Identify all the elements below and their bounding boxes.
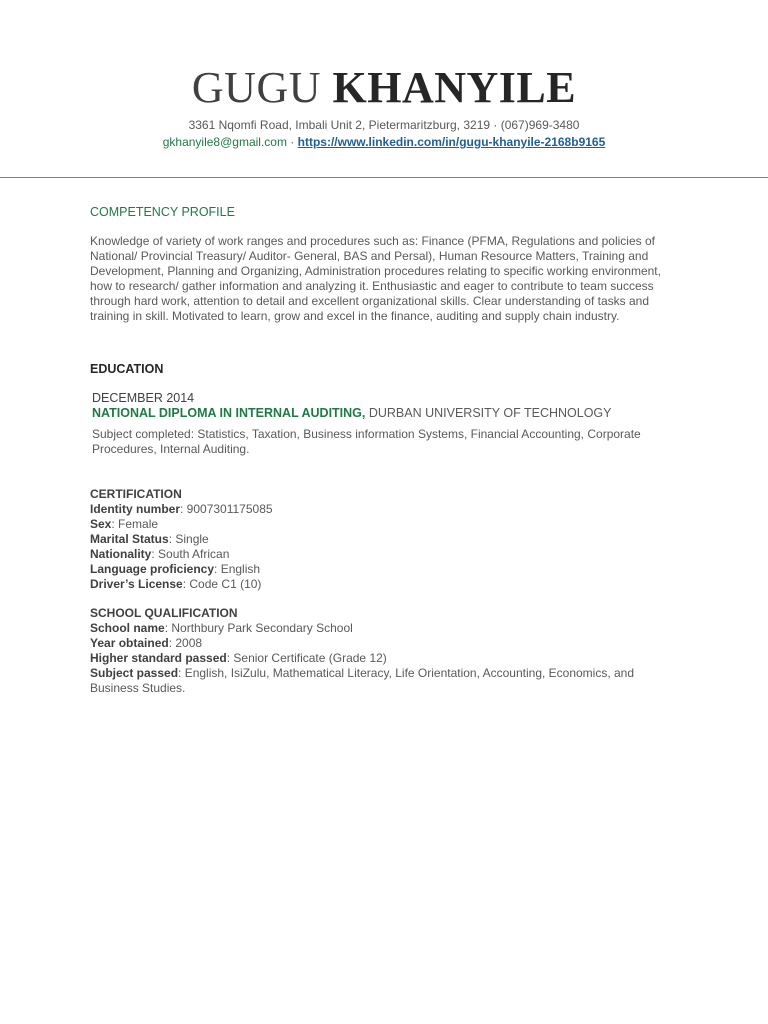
header-divider [0, 177, 768, 178]
cert-row [90, 517, 680, 532]
school-label: School name [90, 621, 165, 635]
cert-row [90, 562, 680, 577]
education-degree-line [90, 406, 680, 421]
cert-label: Marital Status [90, 532, 169, 546]
address-line: 3361 Nqomfi Road, Imbali Unit 2, Pietermaritzburg, 3219 · (067)969-3480 [188, 118, 580, 132]
competency-title: COMPETENCY PROFILE [90, 205, 235, 219]
school-row [90, 666, 680, 696]
school-label: Higher standard passed [90, 651, 227, 665]
cert-label: Sex [90, 517, 112, 531]
cert-value: : 9007301175085 [180, 502, 273, 516]
cert-value: : Code C1 (10) [182, 577, 262, 591]
candidate-name [0, 62, 768, 114]
certification-title: CERTIFICATION [90, 487, 182, 501]
institution-name: DURBAN UNIVERSITY OF TECHNOLOGY [365, 406, 612, 420]
degree-name: NATIONAL DIPLOMA IN INTERNAL AUDITING, [92, 406, 366, 420]
school-row [90, 636, 680, 651]
cert-row [90, 502, 680, 517]
cert-row [90, 532, 680, 547]
cert-label: Driver’s License [90, 577, 183, 591]
education-title: EDUCATION [90, 362, 164, 376]
cert-value: : Single [168, 532, 209, 546]
linkedin-link[interactable]: https://www.linkedin.com/in/gugu-khanyile-2168b9165 [297, 135, 606, 149]
school-qualification-title: SCHOOL QUALIFICATION [90, 606, 238, 620]
certification-section [90, 487, 680, 592]
cert-value: : South African [151, 547, 230, 561]
school-value: : Northbury Park Secondary School [164, 621, 353, 635]
cert-value: : Female [111, 517, 159, 531]
competency-text: Knowledge of variety of work ranges and procedures such as: Finance (PFMA, Regulations and policies of National/ Provincial Treasury/ Auditor- General, BAS and Persal), Human Resource Matters, Training and Development, Planning and Organizing, Administration procedures relating to specific working environment, how to research/ gather information and analyzing it. Enthusiastic and eager to contribute to team success through hard work, attention to detail and excellent organizational skills. Clear understanding of tasks and training in skill. Motivated to learn, grow and excel in the finance, auditing and supply chain industry. [90, 234, 661, 323]
school-label: Subject passed [90, 666, 179, 680]
school-value: : 2008 [168, 636, 203, 650]
school-label: Year obtained [90, 636, 169, 650]
contact-line [0, 135, 768, 149]
cert-label: Language proficiency [90, 562, 215, 576]
cert-label: Identity number [90, 502, 181, 516]
first-name: GUGU [191, 63, 321, 112]
school-value: : Senior Certificate (Grade 12) [226, 651, 387, 665]
education-subjects: Subject completed: Statistics, Taxation, Business information Systems, Financial Accounting, Corporate Procedures, Internal Auditing. [92, 427, 641, 456]
school-value: : English, IsiZulu, Mathematical Literacy, Life Orientation, Accounting, Economics, and Business Studies. [90, 666, 635, 695]
resume-body [90, 205, 680, 696]
cert-value: : English [214, 562, 261, 576]
last-name: KHANYILE [332, 63, 577, 112]
cert-row [90, 577, 680, 592]
email-text: gkhanyile8@gmail.com [162, 135, 287, 149]
school-row [90, 651, 680, 666]
cert-row [90, 547, 680, 562]
school-row [90, 621, 680, 636]
school-qualification-section [90, 606, 680, 696]
contact-separator: · [286, 135, 298, 149]
resume-header [0, 0, 768, 149]
cert-label: Nationality [90, 547, 152, 561]
education-date: DECEMBER 2014 [92, 391, 195, 405]
